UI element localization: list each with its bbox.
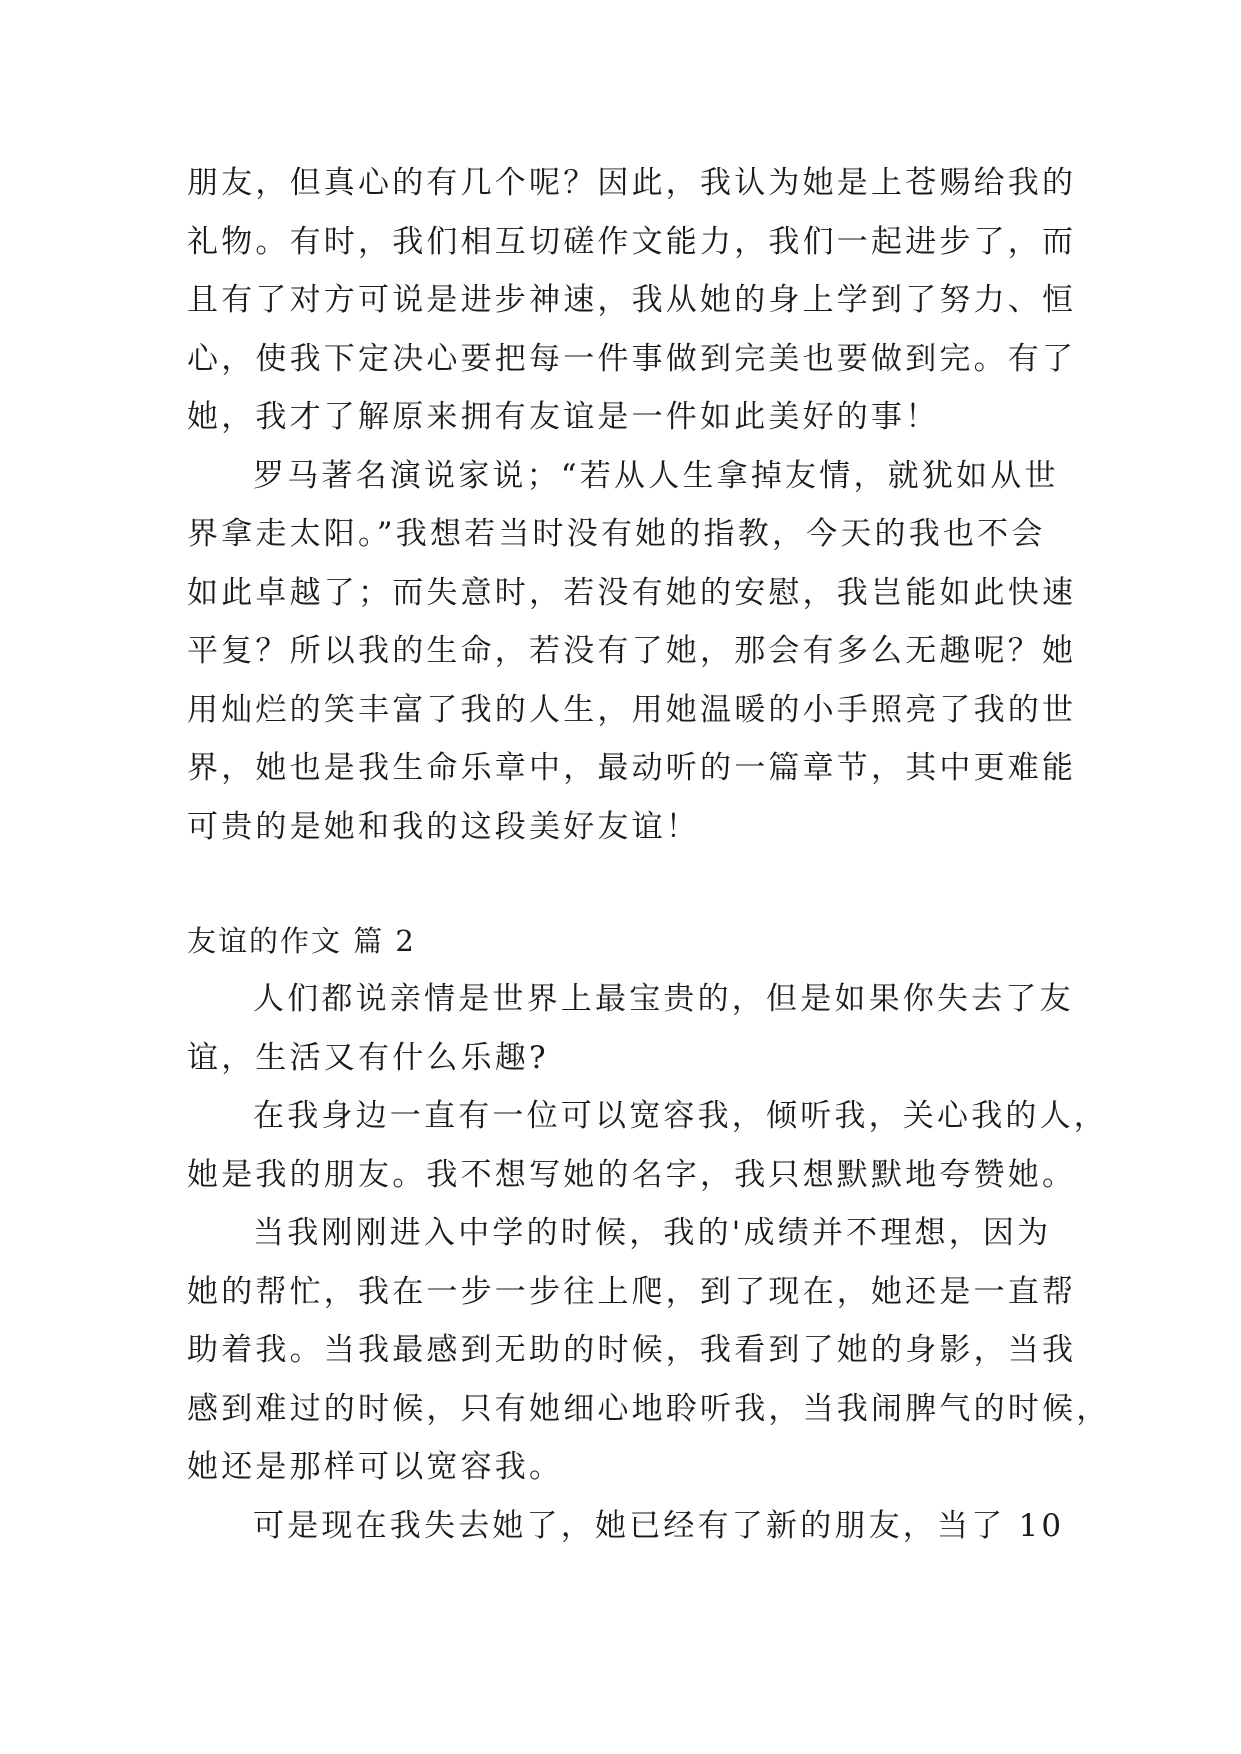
- text-line: 可贵的是她和我的这段美好友谊！: [187, 808, 700, 845]
- text-line: 感到难过的时候，只有她细心地聆听我，当我闹脾气的时候，: [187, 1390, 1111, 1427]
- text-line: 她的帮忙，我在一步一步往上爬，到了现在，她还是一直帮: [187, 1273, 1077, 1310]
- text-line: 平复？所以我的生命，若没有了她，那会有多么无趣呢？她: [187, 633, 1077, 669]
- text-line: 人们都说亲情是世界上最宝贵的，但是如果你失去了友: [253, 981, 1074, 1017]
- text-line: 如此卓越了；而失意时，若没有她的安慰，我岂能如此快速: [187, 574, 1077, 611]
- text-line: 罗马著名演说家说；“若从人生拿掉友情，就犹如从世: [253, 457, 1059, 494]
- text-line: 界拿走太阳。”我想若当时没有她的指教，今天的我也不会: [187, 516, 1046, 552]
- text-line: 助着我。当我最感到无助的时候，我看到了她的身影，当我: [187, 1332, 1077, 1368]
- section-gap: [187, 856, 1067, 912]
- text-line: 可是现在我失去她了，她已经有了新的朋友，当了 10: [253, 1507, 1065, 1544]
- document-body: [187, 154, 1111, 1555]
- text-line: 朋友，但真心的有几个呢？因此，我认为她是上苍赐给我的: [187, 165, 1077, 201]
- paragraph-continued: [187, 154, 1077, 447]
- paragraph: [187, 970, 1074, 1087]
- paragraph-quote: [187, 447, 1077, 857]
- paragraph: [187, 1497, 1067, 1556]
- text-line: 且有了对方可说是进步神速，我从她的身上学到了努力、恒: [187, 282, 1077, 318]
- text-line: 心，使我下定决心要把每一件事做到完美也要做到完。有了: [187, 340, 1077, 377]
- text-line: 在我身边一直有一位可以宽容我，倾听我，关心我的人，: [253, 1098, 1108, 1134]
- text-line: 她还是那样可以宽容我。: [187, 1449, 564, 1485]
- paragraph: [187, 1087, 1108, 1204]
- text-line: 谊，生活又有什么乐趣?: [187, 1039, 549, 1076]
- text-line: 她是我的朋友。我不想写她的名字，我只想默默地夸赞她。: [187, 1156, 1077, 1193]
- paragraph: [187, 1204, 1111, 1497]
- text-line: 她，我才了解原来拥有友谊是一件如此美好的事！: [187, 399, 940, 435]
- text-line: 界，她也是我生命乐章中，最动听的一篇章节，其中更难能: [187, 750, 1077, 786]
- section-heading: 友谊的作文 篇 2: [187, 924, 416, 958]
- text-line: 当我刚刚进入中学的时候，我的'成绩并不理想，因为: [253, 1215, 1052, 1251]
- text-line: 用灿烂的笑丰富了我的人生，用她温暖的小手照亮了我的世: [187, 691, 1077, 728]
- text-line: 礼物。有时，我们相互切磋作文能力，我们一起进步了，而: [187, 223, 1077, 260]
